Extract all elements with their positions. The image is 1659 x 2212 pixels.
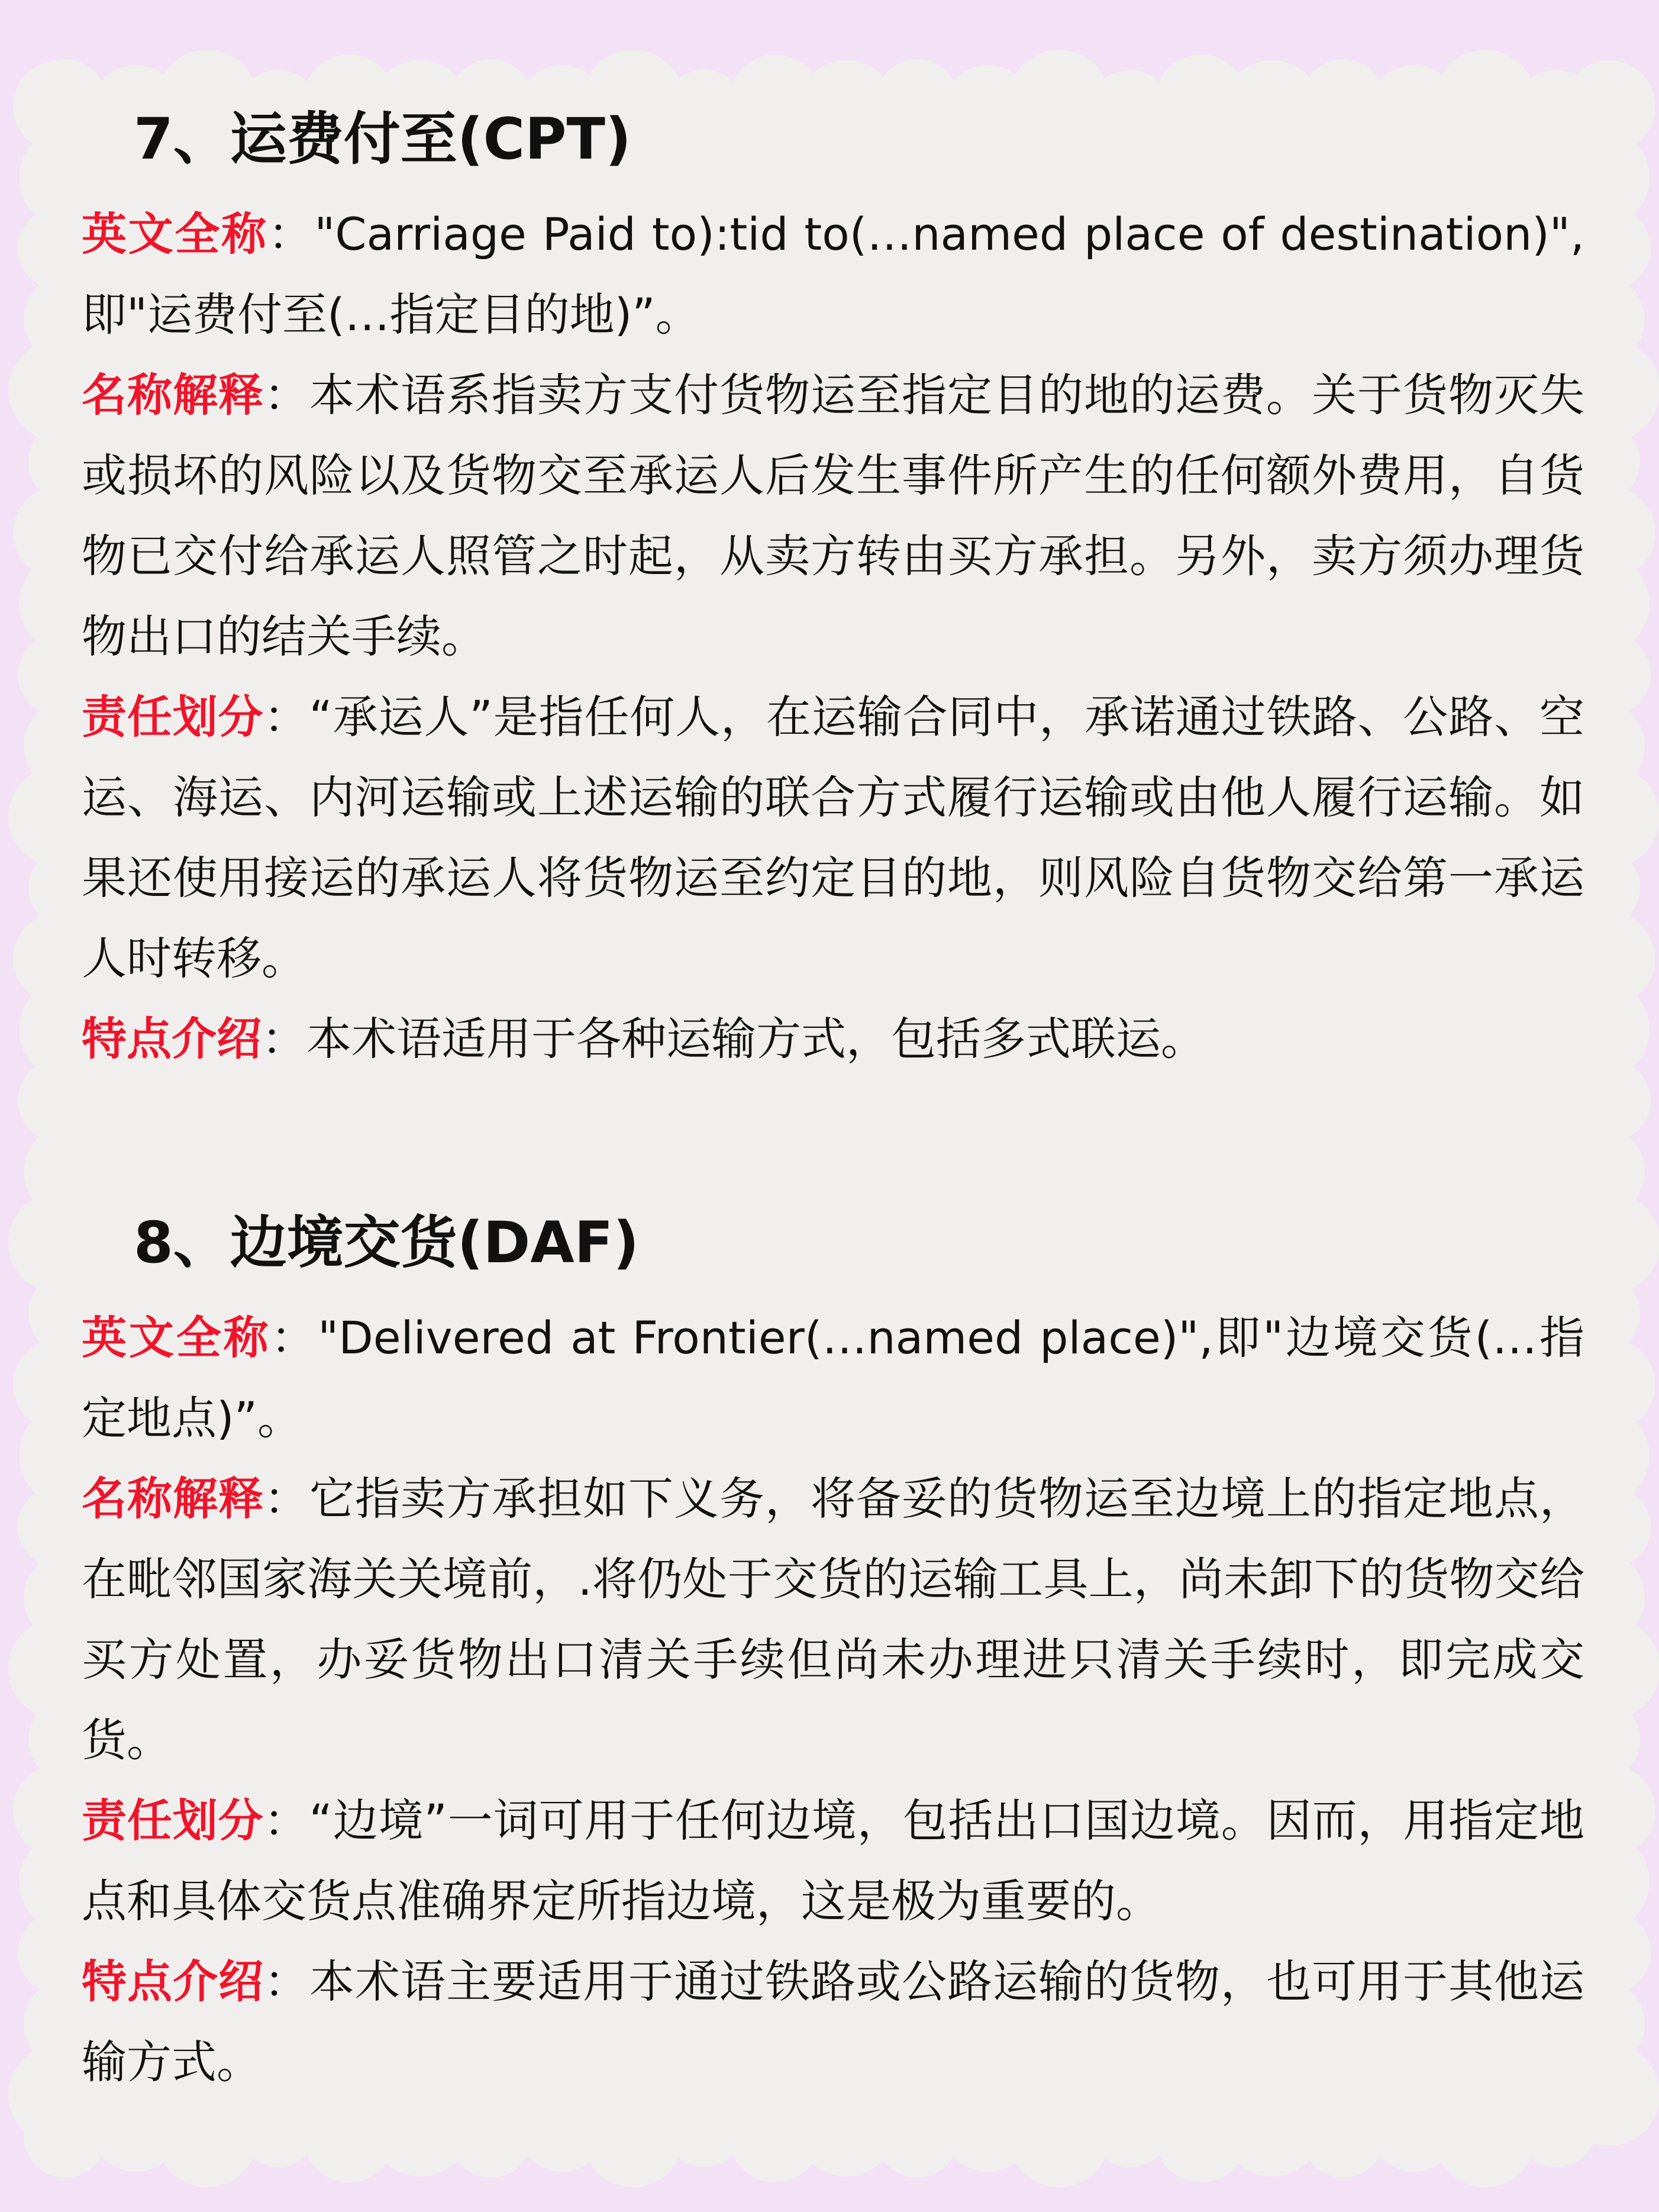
paragraph-text: 本术语主要适用于通过铁路或公路运输的货物，也可用于其他运输方式。	[82, 1955, 1584, 2088]
label: 名称解释	[82, 369, 264, 421]
paragraph-text: 本术语系指卖方支付货物运至指定目的地的运费。关于货物灭失或损坏的风险以及货物交至承运人后发生事件所产生的任何额外费用，自货物已交付给承运人照管之时起，从卖方转由买方承担。另外，卖方须办理货物出口的结关手续。	[82, 369, 1584, 663]
label: 名称解释	[82, 1472, 264, 1525]
separator: ：	[262, 1013, 306, 1065]
paragraph-responsibility	[82, 677, 1584, 999]
label: 英文全称	[82, 208, 268, 260]
separator: ：	[270, 1311, 318, 1364]
separator: ：	[267, 208, 315, 260]
paragraph-text: “承运人”是指任何人，在运输合同中，承诺通过铁路、公路、空运、海运、内河运输或上述运输的联合方式履行运输或由他人履行运输。如果还使用接运的承运人将货物运至约定目的地，则风险自货物交给第一承运人时转移。	[82, 691, 1585, 985]
separator: ：	[264, 1955, 309, 2008]
paragraph-features	[82, 1942, 1584, 2103]
section-daf	[82, 1204, 1584, 2103]
paragraph-features	[82, 999, 1584, 1079]
paragraph-definition	[82, 355, 1584, 677]
paragraph-text: 本术语适用于各种运输方式，包括多式联运。	[306, 1013, 1206, 1065]
label: 特点介绍	[82, 1955, 264, 2008]
label: 责任划分	[82, 691, 264, 743]
label: 特点介绍	[82, 1013, 262, 1065]
separator: ：	[263, 691, 309, 743]
section-title: 7、运费付至(CPT)	[134, 106, 631, 172]
separator: ：	[264, 1472, 309, 1525]
paragraph-text: 它指卖方承担如下义务，将备妥的货物运至边境上的指定地点，在毗邻国家海关关境前，.将仍处于交货的运输工具上，尚未卸下的货物交给买方处置，办妥货物出口清关手续但尚未办理进只清关手续时，即完成交货。	[82, 1472, 1584, 1766]
section-cpt	[82, 101, 1584, 1079]
paragraph-text: "Carriage Paid to):tid to(…named place of destination)",即"运费付至(…指定目的地)”。	[82, 208, 1584, 341]
label: 英文全称	[82, 1311, 271, 1364]
separator: ：	[263, 1794, 309, 1847]
paragraph-text: "Delivered at Frontier(…named place)",即"边境交货(…指定地点)”。	[82, 1311, 1584, 1444]
section-title: 8、边境交货(DAF)	[134, 1210, 640, 1276]
paragraph-definition	[82, 1459, 1584, 1781]
paragraph-responsibility	[82, 1781, 1584, 1942]
separator: ：	[264, 369, 309, 421]
paragraph-text: “边境”一词可用于任何边境，包括出口国边境。因而，用指定地点和具体交货点准确界定所指边境，这是极为重要的。	[82, 1794, 1585, 1927]
paragraph-english-name	[82, 194, 1584, 355]
label: 责任划分	[82, 1794, 264, 1847]
paragraph-english-name	[82, 1298, 1584, 1459]
